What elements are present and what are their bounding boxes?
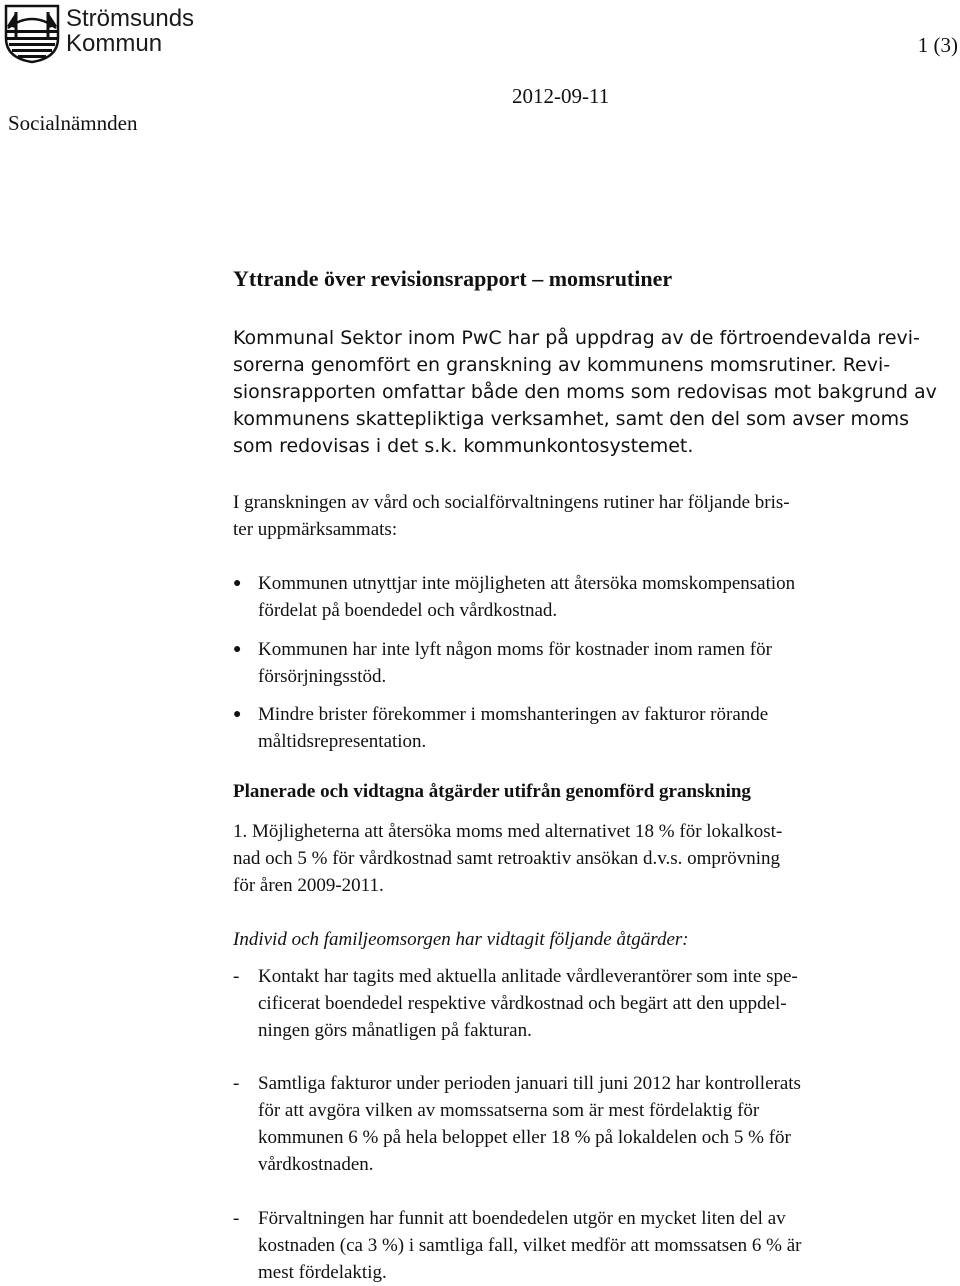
- subheading: Individ och familjeomsorgen har vidtagit följande åtgärder:: [233, 929, 689, 950]
- document-date: 2012-09-11: [512, 84, 610, 108]
- dash-item-line: kostnaden (ca 3 %) i samtliga fall, vilket medför att momssatsen 6 % är: [258, 1235, 802, 1256]
- dash-item-line: för att avgöra vilken av momssatserna som är mest fördelaktig för: [258, 1100, 760, 1121]
- numbered-line: 1. Möjligheterna att återsöka moms med alternativet 18 % för lokalkost-: [233, 821, 783, 842]
- org-name-line2: Kommun: [66, 30, 163, 57]
- numbered-line: nad och 5 % för vårdkostnad samt retroaktiv ansökan d.v.s. omprövning: [233, 848, 781, 869]
- dash-marker: -: [233, 966, 240, 987]
- bullet-line: Kommunen har inte lyft någon moms för kostnader inom ramen för: [258, 639, 772, 660]
- intro-paragraph: [233, 325, 953, 460]
- findings-paragraph: [233, 489, 953, 543]
- department: Socialnämnden: [8, 111, 138, 135]
- intro-line: Kommunal Sektor inom PwC har på uppdrag av de förtroendevalda revi-: [233, 327, 920, 349]
- intro-line: sorerna genomfört en granskning av kommunens momsrutiner. Revi-: [233, 354, 891, 376]
- document-title: Yttrande över revisionsrapport – momsrutiner: [233, 266, 673, 291]
- findings-line: I granskningen av vård och socialförvaltningens rutiner har följande bris-: [233, 492, 790, 513]
- dash-item-line: kommunen 6 % på hela beloppet eller 18 % på lokaldelen och 5 % för: [258, 1127, 791, 1148]
- numbered-item: [233, 818, 953, 899]
- org-name-line1: Strömsunds: [66, 5, 195, 32]
- bullet-line: fördelat på boendedel och vårdkostnad.: [258, 600, 558, 621]
- bullet-icon: ●: [233, 576, 242, 591]
- bridge-emblem-icon: [2, 4, 62, 64]
- dash-marker: -: [233, 1073, 240, 1094]
- municipality-logo: [2, 4, 62, 64]
- dash-item-line: ningen görs månatligen på fakturan.: [258, 1020, 532, 1041]
- dash-marker: -: [233, 1208, 240, 1229]
- bullet-icon: ●: [233, 642, 242, 657]
- intro-line: sionsrapporten omfattar både den moms som redovisas mot bakgrund av: [233, 381, 937, 403]
- dash-item-line: Kontakt har tagits med aktuella anlitade vårdleverantörer som inte spe-: [258, 966, 798, 987]
- intro-line: kommunens skattepliktiga verksamhet, samt den del som avser moms: [233, 408, 910, 430]
- bullet-line: Kommunen utnyttjar inte möjligheten att återsöka momskompensation: [258, 573, 796, 594]
- findings-line: ter uppmärksammats:: [233, 519, 398, 540]
- dash-item-line: vårdkostnaden.: [258, 1154, 374, 1175]
- intro-line: som redovisas i det s.k. kommunkontosystemet.: [233, 435, 694, 457]
- bullet-line: Mindre brister förekommer i momshanteringen av fakturor rörande: [258, 704, 769, 725]
- bullet-line: måltidsrepresentation.: [258, 731, 427, 752]
- dash-item-line: Samtliga fakturor under perioden januari till juni 2012 har kontrollerats: [258, 1073, 801, 1094]
- dash-item-line: mest fördelaktig.: [258, 1262, 387, 1283]
- dash-item-line: cificerat boendedel respektive vårdkostnad och begärt att den uppdel-: [258, 993, 787, 1014]
- bullet-line: försörjningsstöd.: [258, 666, 387, 687]
- bullet-icon: ●: [233, 707, 242, 722]
- dash-item-line: Förvaltningen har funnit att boendedelen utgör en mycket liten del av: [258, 1208, 786, 1229]
- numbered-line: för åren 2009-2011.: [233, 875, 384, 896]
- section-heading: Planerade och vidtagna åtgärder utifrån genomförd granskning: [233, 781, 751, 802]
- page-number: 1 (3): [917, 33, 958, 57]
